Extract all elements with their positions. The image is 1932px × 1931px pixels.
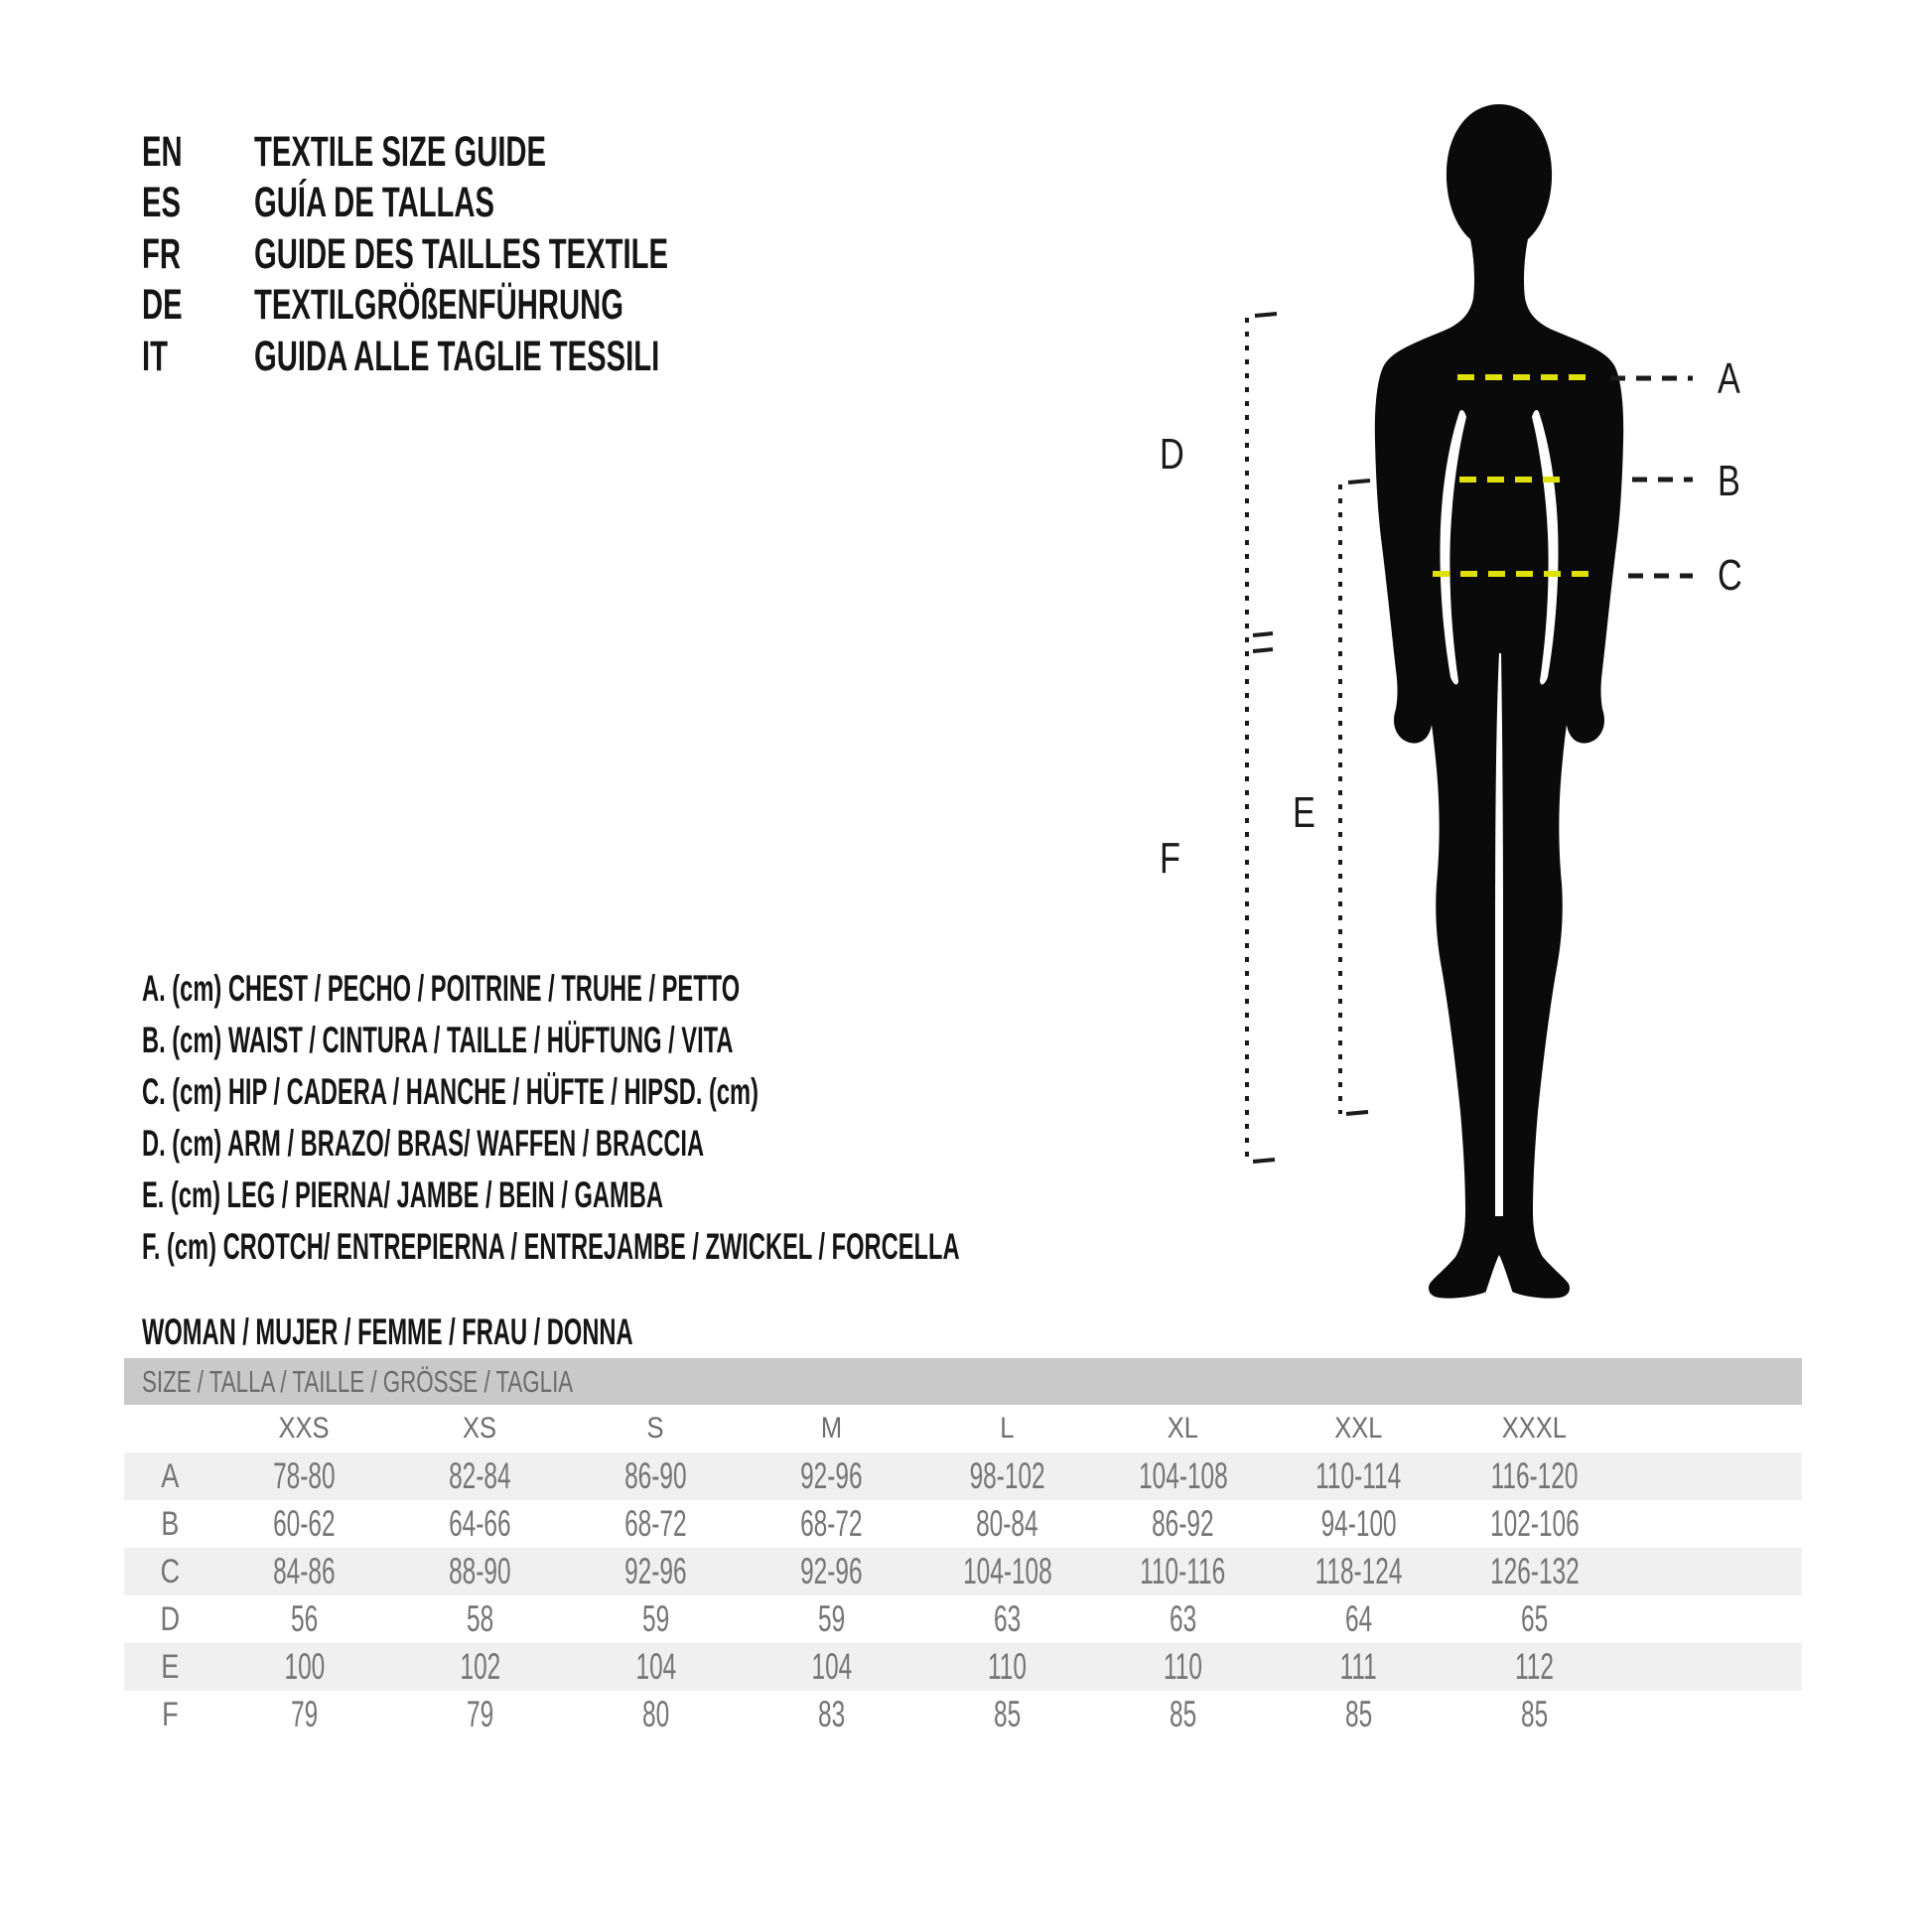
size-cell: 88-90 <box>449 1551 511 1591</box>
size-cell: 79 <box>290 1694 319 1734</box>
size-cell: 104-108 <box>1138 1455 1228 1496</box>
size-cell: 104-108 <box>962 1551 1052 1591</box>
diagram-label-b: B <box>1718 456 1740 506</box>
measure-row-label: E <box>161 1647 180 1686</box>
diagram-label-c: C <box>1718 550 1742 601</box>
measure-row-label: B <box>161 1504 180 1543</box>
table-header-bar <box>124 1358 1802 1405</box>
legend-item-d: D. (cm) ARM / BRAZO/ BRAS/ WAFFEN / BRACCIA <box>142 1123 705 1164</box>
size-cell: 79 <box>466 1694 494 1734</box>
size-cell: 58 <box>466 1598 494 1639</box>
diagram-label-f: F <box>1160 833 1180 884</box>
size-cell: 68-72 <box>624 1503 687 1544</box>
size-cell: 110 <box>1164 1646 1202 1687</box>
size-cell: 126-132 <box>1489 1551 1580 1591</box>
size-cell: 56 <box>290 1598 319 1639</box>
size-column-header: S <box>646 1412 664 1445</box>
table-row-f <box>124 1691 1802 1738</box>
table-row-e <box>124 1643 1802 1691</box>
diagram-label-e: E <box>1293 787 1315 838</box>
size-column-header: XL <box>1167 1412 1199 1445</box>
size-cell: 64-66 <box>449 1503 511 1544</box>
table-header-text: SIZE / TALLA / TAILLE / GRÖSSE / TAGLIA <box>142 1363 574 1399</box>
diagram-label-d: D <box>1160 429 1184 480</box>
size-cell: 65 <box>1520 1598 1549 1639</box>
language-code: IT <box>142 333 168 380</box>
table-row-a <box>124 1452 1802 1500</box>
measure-row-label: D <box>160 1599 181 1638</box>
language-title: GUÍA DE TALLAS <box>254 179 495 226</box>
language-title: TEXTILGRÖßENFÜHRUNG <box>254 281 623 329</box>
size-cell: 104 <box>811 1646 852 1687</box>
legend-item-c: C. (cm) HIP / CADERA / HANCHE / HÜFTE / HIPSD. (cm) <box>142 1071 759 1112</box>
size-table-wrapper <box>124 1358 1802 1738</box>
size-cell: 80 <box>641 1694 670 1734</box>
size-cell: 92-96 <box>624 1551 687 1591</box>
size-cell: 98-102 <box>969 1455 1045 1496</box>
legend-item-e: E. (cm) LEG / PIERNA/ JAMBE / BEIN / GAMBA <box>142 1174 663 1215</box>
measure-ticks <box>1253 314 1370 1162</box>
size-cell: 112 <box>1515 1646 1554 1687</box>
language-title: GUIDA ALLE TAGLIE TESSILI <box>254 333 660 380</box>
size-column-header: XXL <box>1334 1412 1383 1445</box>
size-cell: 100 <box>284 1646 325 1687</box>
language-code: DE <box>142 281 183 329</box>
size-cell: 85 <box>1344 1694 1373 1734</box>
language-code: FR <box>142 230 181 278</box>
language-title: TEXTILE SIZE GUIDE <box>254 128 547 176</box>
size-cell: 63 <box>993 1598 1022 1639</box>
measure-row-label: A <box>161 1456 180 1495</box>
size-column-header: XXS <box>278 1412 331 1445</box>
size-cell: 85 <box>1169 1694 1197 1734</box>
size-cell: 111 <box>1339 1646 1378 1687</box>
size-column-header: XXXL <box>1501 1412 1568 1445</box>
size-cell: 110-114 <box>1315 1455 1402 1496</box>
size-cell: 84-86 <box>273 1551 336 1591</box>
diagram-label-a: A <box>1718 353 1740 404</box>
size-column-header: M <box>820 1412 843 1445</box>
size-cell: 59 <box>641 1598 670 1639</box>
legend-item-f: F. (cm) CROTCH/ ENTREPIERNA / ENTREJAMBE / ZWICKEL / FORCELLA <box>142 1226 960 1267</box>
size-cell: 64 <box>1344 1598 1373 1639</box>
size-column-header: L <box>1000 1412 1015 1445</box>
size-name-row <box>124 1405 1802 1452</box>
legend-item-b: B. (cm) WAIST / CINTURA / TAILLE / HÜFTUNG / VITA <box>142 1020 734 1060</box>
size-cell: 110-116 <box>1140 1551 1226 1591</box>
vertical-measure-lines <box>1247 318 1340 1164</box>
size-cell: 63 <box>1169 1598 1197 1639</box>
measurement-diagram <box>1132 79 1797 1320</box>
section-title: WOMAN / MUJER / FEMME / FRAU / DONNA <box>142 1311 633 1352</box>
table-row-b <box>124 1500 1802 1548</box>
size-cell: 110 <box>988 1646 1027 1687</box>
language-title: GUIDE DES TAILLES TEXTILE <box>254 230 668 278</box>
size-cell: 59 <box>817 1598 846 1639</box>
size-cell: 86-92 <box>1152 1503 1214 1544</box>
size-cell: 102-106 <box>1489 1503 1580 1544</box>
size-column-header: XS <box>463 1412 497 1445</box>
size-cell: 104 <box>635 1646 676 1687</box>
measure-row-label: F <box>162 1695 179 1733</box>
size-cell: 86-90 <box>624 1455 687 1496</box>
size-cell: 85 <box>993 1694 1022 1734</box>
size-cell: 83 <box>817 1694 846 1734</box>
size-cell: 92-96 <box>800 1455 863 1496</box>
size-cell: 82-84 <box>449 1455 511 1496</box>
language-code: ES <box>142 179 182 226</box>
size-cell: 102 <box>460 1646 500 1687</box>
size-cell: 94-100 <box>1320 1503 1397 1544</box>
size-cell: 116-120 <box>1490 1455 1579 1496</box>
size-cell: 118-124 <box>1314 1551 1403 1591</box>
language-code: EN <box>142 128 183 176</box>
size-cell: 85 <box>1520 1694 1549 1734</box>
size-cell: 92-96 <box>800 1551 863 1591</box>
legend-item-a: A. (cm) CHEST / PECHO / POITRINE / TRUHE / PETTO <box>142 968 741 1009</box>
table-row-c <box>124 1548 1802 1595</box>
size-cell: 80-84 <box>976 1503 1038 1544</box>
measure-row-label: C <box>160 1552 181 1590</box>
size-cell: 60-62 <box>273 1503 336 1544</box>
table-row-d <box>124 1595 1802 1643</box>
size-cell: 78-80 <box>273 1455 336 1496</box>
size-cell: 68-72 <box>800 1503 863 1544</box>
size-table <box>124 1358 1802 1738</box>
